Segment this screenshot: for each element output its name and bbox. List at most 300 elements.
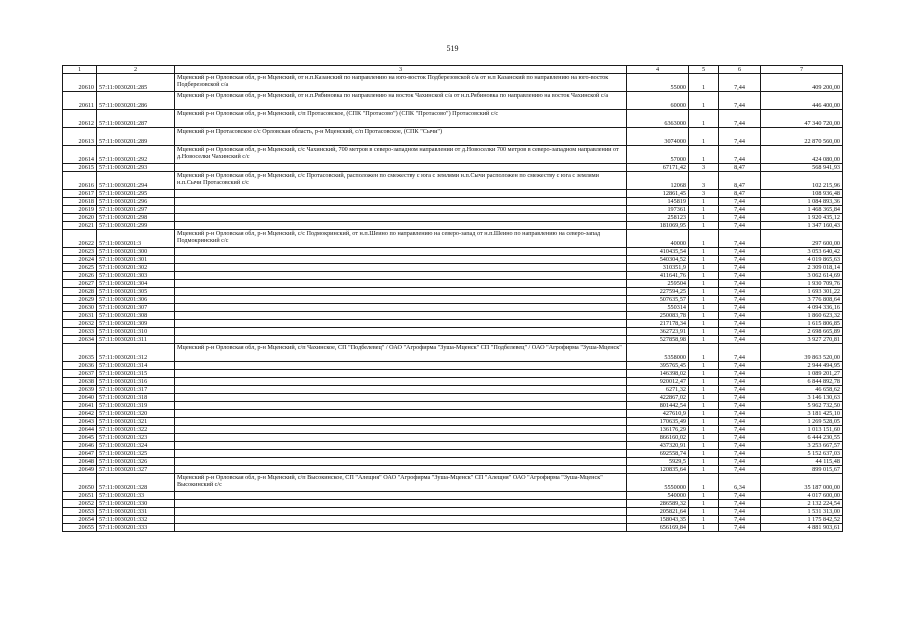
description-cell [175,394,627,402]
row-id-cell: 20652 [63,500,97,508]
row-id-cell: 20639 [63,386,97,394]
description-cell [175,190,627,198]
row-id-cell: 20610 [63,74,97,92]
table-row [63,190,843,198]
area-cell: 310351,9 [627,264,689,272]
count-cell: 1 [689,370,719,378]
row-id-cell: 20616 [63,172,97,190]
value-cell: 1 269 528,05 [761,418,843,426]
count-cell: 1 [689,458,719,466]
count-cell: 1 [689,402,719,410]
rate-cell: 7,44 [719,206,761,214]
description-cell: Мценский р-н Орловская обл, р-н Мценский, от н.п.Рябиновка по направлению на восток Чахинской с/а от н.п.Рябиновка по направлению на восток Чахинской с/а [175,92,627,110]
count-cell: 1 [689,492,719,500]
description-cell [175,256,627,264]
rate-cell: 7,44 [719,442,761,450]
count-cell: 1 [689,92,719,110]
count-cell: 1 [689,256,719,264]
value-cell: 297 600,00 [761,230,843,248]
count-cell: 1 [689,362,719,370]
table-row [63,516,843,524]
cadastral-number-cell: 57:11:0030201:332 [97,516,175,524]
table-body [63,74,843,532]
area-cell: 227594,25 [627,288,689,296]
row-id-cell: 20638 [63,378,97,386]
area-cell: 507635,57 [627,296,689,304]
count-cell: 1 [689,206,719,214]
rate-cell: 7,44 [719,296,761,304]
description-cell [175,466,627,474]
rate-cell: 7,44 [719,320,761,328]
count-cell: 1 [689,110,719,128]
rate-cell: 7,44 [719,280,761,288]
column-header-4: 4 [627,66,689,74]
value-cell: 1 693 301,22 [761,288,843,296]
description-cell: Мценский р-н Орловская обл, р-н Мценский, с/с Подмокринский, от н.п.Шеино по направлению на северо-запад от н.п.Шеино по направлению на северо-запад Подмокринский с/с [175,230,627,248]
row-id-cell: 20612 [63,110,97,128]
table-row [63,402,843,410]
rate-cell: 7,44 [719,466,761,474]
table-row [63,434,843,442]
row-id-cell: 20626 [63,272,97,280]
cadastral-number-cell: 57:11:0030201:319 [97,402,175,410]
value-cell: 4 019 865,63 [761,256,843,264]
cadastral-number-cell: 57:11:0030201:326 [97,458,175,466]
area-cell: 362723,91 [627,328,689,336]
description-cell [175,370,627,378]
value-cell: 2 698 665,89 [761,328,843,336]
rate-cell: 8,47 [719,164,761,172]
description-cell [175,272,627,280]
rate-cell: 7,44 [719,402,761,410]
cadastral-number-cell: 57:11:0030201:289 [97,128,175,146]
table-row [63,320,843,328]
description-cell [175,264,627,272]
area-cell: 146398,02 [627,370,689,378]
description-cell [175,524,627,532]
row-id-cell: 20650 [63,474,97,492]
cadastral-register-table [62,65,843,532]
table-row [63,280,843,288]
description-cell [175,434,627,442]
table-row [63,256,843,264]
value-cell: 1 615 806,85 [761,320,843,328]
area-cell: 136176,29 [627,426,689,434]
rate-cell: 8,47 [719,190,761,198]
table-row [63,362,843,370]
table-row [63,386,843,394]
count-cell: 1 [689,418,719,426]
count-cell: 1 [689,312,719,320]
description-cell: Мценский р-н Протасовское с/с Орловская область, р-н Мценский, с/п Протасовское, (СПК "Сычи") [175,128,627,146]
cadastral-number-cell: 57:11:0030201:303 [97,272,175,280]
table-row [63,222,843,230]
cadastral-number-cell: 57:11:0030201:320 [97,410,175,418]
row-id-cell: 20645 [63,434,97,442]
rate-cell: 7,44 [719,264,761,272]
cadastral-number-cell: 57:11:0030201:306 [97,296,175,304]
count-cell: 3 [689,190,719,198]
area-cell: 410435,54 [627,248,689,256]
description-cell [175,164,627,172]
cadastral-number-cell: 57:11:0030201:292 [97,146,175,164]
description-cell: Мценский р-н Орловская обл, р-н Мценский, с/с Протасовский, расположен по смежеству с юга с землями н.п.Сычи расположен по смежеству с юга с землями н.п.Сычи Протасовский с/с [175,172,627,190]
column-header-5: 5 [689,66,719,74]
rate-cell: 7,44 [719,378,761,386]
cadastral-number-cell: 57:11:0030201:297 [97,206,175,214]
area-cell: 427610,9 [627,410,689,418]
row-id-cell: 20622 [63,230,97,248]
area-cell: 527858,98 [627,336,689,344]
value-cell: 2 132 224,54 [761,500,843,508]
area-cell: 540000 [627,492,689,500]
rate-cell: 7,44 [719,146,761,164]
count-cell: 1 [689,442,719,450]
column-header-3: 3 [175,66,627,74]
count-cell: 1 [689,336,719,344]
area-cell: 259504 [627,280,689,288]
value-cell: 108 936,48 [761,190,843,198]
row-id-cell: 20619 [63,206,97,214]
table-row [63,248,843,256]
count-cell: 1 [689,214,719,222]
area-cell: 67171,42 [627,164,689,172]
row-id-cell: 20618 [63,198,97,206]
value-cell: 446 400,00 [761,92,843,110]
area-cell: 286589,32 [627,500,689,508]
value-cell: 46 658,62 [761,386,843,394]
description-cell: Мценский р-н Орловская обл, р-н Мценский, с/п Высокинское, СП "Алещня" ОАО "Агрофирма "Зуша-Мценск" СП "Алещня" ОАО "Агрофирма "Зуша-Мценск" Высокинский с/с [175,474,627,492]
cadastral-number-cell: 57:11:0030201:304 [97,280,175,288]
value-cell: 1 089 201,27 [761,370,843,378]
table-row [63,370,843,378]
value-cell: 3 253 667,57 [761,442,843,450]
description-cell [175,288,627,296]
value-cell: 102 215,96 [761,172,843,190]
rate-cell: 7,44 [719,434,761,442]
description-cell [175,442,627,450]
row-id-cell: 20620 [63,214,97,222]
value-cell: 3 062 614,69 [761,272,843,280]
table-row [63,500,843,508]
rate-cell: 7,44 [719,516,761,524]
cadastral-number-cell: 57:11:0030201:325 [97,450,175,458]
row-id-cell: 20648 [63,458,97,466]
row-id-cell: 20634 [63,336,97,344]
cadastral-number-cell: 57:11:0030201:312 [97,344,175,362]
row-id-cell: 20654 [63,516,97,524]
value-cell: 6 444 230,55 [761,434,843,442]
count-cell: 1 [689,320,719,328]
value-cell: 44 115,48 [761,458,843,466]
count-cell: 1 [689,128,719,146]
cadastral-number-cell: 57:11:0030201:302 [97,264,175,272]
count-cell: 1 [689,74,719,92]
rate-cell: 7,44 [719,74,761,92]
rate-cell: 7,44 [719,344,761,362]
area-cell: 920012,47 [627,378,689,386]
count-cell: 1 [689,222,719,230]
row-id-cell: 20637 [63,370,97,378]
value-cell: 4 881 903,61 [761,524,843,532]
rate-cell: 7,44 [719,248,761,256]
count-cell: 1 [689,394,719,402]
cadastral-number-cell: 57:11:0030201:33 [97,492,175,500]
table-row [63,394,843,402]
row-id-cell: 20621 [63,222,97,230]
table-row [63,206,843,214]
area-cell: 3074000 [627,128,689,146]
count-cell: 1 [689,272,719,280]
description-cell [175,500,627,508]
rate-cell: 7,44 [719,524,761,532]
value-cell: 1 860 623,32 [761,312,843,320]
description-cell [175,336,627,344]
table-row [63,508,843,516]
count-cell: 3 [689,172,719,190]
row-id-cell: 20625 [63,264,97,272]
cadastral-number-cell: 57:11:0030201:293 [97,164,175,172]
row-id-cell: 20642 [63,410,97,418]
cadastral-number-cell: 57:11:0030201:324 [97,442,175,450]
row-id-cell: 20614 [63,146,97,164]
area-cell: 250083,78 [627,312,689,320]
cadastral-number-cell: 57:11:0030201:331 [97,508,175,516]
description-cell [175,516,627,524]
header-row [63,66,843,74]
value-cell: 1 347 160,43 [761,222,843,230]
rate-cell: 7,44 [719,288,761,296]
value-cell: 6 844 892,78 [761,378,843,386]
area-cell: 217178,34 [627,320,689,328]
value-cell: 35 187 000,00 [761,474,843,492]
description-cell: Мценский р-н Орловская обл, р-н Мценский, от н.п.Казанский по направлению на юго-восток Подберезовской с/а от н.п Казанский по направлению на юго-восток Подберезовской с/а [175,74,627,92]
count-cell: 1 [689,304,719,312]
cadastral-number-cell: 57:11:0030201:299 [97,222,175,230]
rate-cell: 7,44 [719,198,761,206]
count-cell: 1 [689,434,719,442]
value-cell: 409 200,00 [761,74,843,92]
description-cell: Мценский р-н Орловская обл, р-н Мценский, с/п Чахинское, СП "Подбелевец" / ОАО "Агрофирма "Зуша-Мценск" СП "Подбелевец" / ОАО "Агрофирма "Зуша-Мценск" [175,344,627,362]
row-id-cell: 20644 [63,426,97,434]
cadastral-number-cell: 57:11:0030201:307 [97,304,175,312]
description-cell [175,222,627,230]
row-id-cell: 20649 [63,466,97,474]
cadastral-number-cell: 57:11:0030201:310 [97,328,175,336]
column-header-7: 7 [761,66,843,74]
table-row [63,474,843,492]
cadastral-number-cell: 57:11:0030201:301 [97,256,175,264]
description-cell [175,458,627,466]
rate-cell: 7,44 [719,508,761,516]
row-id-cell: 20633 [63,328,97,336]
value-cell: 1 468 365,84 [761,206,843,214]
description-cell [175,418,627,426]
cadastral-number-cell: 57:11:0030201:317 [97,386,175,394]
rate-cell: 6,34 [719,474,761,492]
row-id-cell: 20653 [63,508,97,516]
description-cell [175,312,627,320]
count-cell: 1 [689,296,719,304]
table-row [63,110,843,128]
table-row [63,442,843,450]
rate-cell: 7,44 [719,304,761,312]
table-row [63,524,843,532]
description-cell [175,296,627,304]
count-cell: 1 [689,426,719,434]
description-cell [175,280,627,288]
area-cell: 801442,54 [627,402,689,410]
area-cell: 411641,76 [627,272,689,280]
value-cell: 3 776 808,64 [761,296,843,304]
row-id-cell: 20643 [63,418,97,426]
table-row [63,328,843,336]
table-row [63,458,843,466]
rate-cell: 7,44 [719,492,761,500]
table-row [63,344,843,362]
description-cell [175,492,627,500]
cadastral-number-cell: 57:11:0030201:296 [97,198,175,206]
table-row [63,74,843,92]
count-cell: 1 [689,328,719,336]
area-cell: 12068 [627,172,689,190]
value-cell: 3 053 640,42 [761,248,843,256]
row-id-cell: 20640 [63,394,97,402]
area-cell: 5550000 [627,474,689,492]
rate-cell: 7,44 [719,328,761,336]
description-cell [175,320,627,328]
area-cell: 197361 [627,206,689,214]
count-cell: 1 [689,280,719,288]
count-cell: 1 [689,378,719,386]
rate-cell: 7,44 [719,370,761,378]
cadastral-number-cell: 57:11:0030201:323 [97,434,175,442]
row-id-cell: 20635 [63,344,97,362]
table-row [63,492,843,500]
cadastral-number-cell: 57:11:0030201:300 [97,248,175,256]
row-id-cell: 20627 [63,280,97,288]
count-cell: 1 [689,146,719,164]
row-id-cell: 20615 [63,164,97,172]
table-row [63,336,843,344]
description-cell [175,410,627,418]
cadastral-number-cell: 57:11:0030201:315 [97,370,175,378]
cadastral-number-cell: 57:11:0030201:298 [97,214,175,222]
area-cell: 550314 [627,304,689,312]
value-cell: 4 094 336,16 [761,304,843,312]
area-cell: 12861,45 [627,190,689,198]
row-id-cell: 20628 [63,288,97,296]
table-row [63,304,843,312]
rate-cell: 7,44 [719,92,761,110]
count-cell: 1 [689,386,719,394]
count-cell: 1 [689,344,719,362]
area-cell: 40000 [627,230,689,248]
rate-cell: 7,44 [719,362,761,370]
table-row [63,172,843,190]
rate-cell: 7,44 [719,256,761,264]
table-row [63,288,843,296]
table-row [63,164,843,172]
area-cell: 437320,91 [627,442,689,450]
description-cell: Мценский р-н Орловская обл, р-н Мценский, с/п Протасовское, (СПК "Протасово") (СПК "Протасово") Протасовский с/с [175,110,627,128]
row-id-cell: 20617 [63,190,97,198]
count-cell: 1 [689,500,719,508]
cadastral-number-cell: 57:11:0030201:311 [97,336,175,344]
table-row [63,198,843,206]
count-cell: 1 [689,410,719,418]
value-cell: 3 181 425,10 [761,410,843,418]
table-row [63,214,843,222]
table-row [63,92,843,110]
row-id-cell: 20629 [63,296,97,304]
rate-cell: 7,44 [719,312,761,320]
cadastral-number-cell: 57:11:0030201:295 [97,190,175,198]
value-cell: 5 962 732,50 [761,402,843,410]
row-id-cell: 20647 [63,450,97,458]
row-id-cell: 20632 [63,320,97,328]
table-row [63,466,843,474]
cadastral-number-cell: 57:11:0030201:333 [97,524,175,532]
rate-cell: 7,44 [719,410,761,418]
value-cell: 5 152 637,03 [761,450,843,458]
row-id-cell: 20611 [63,92,97,110]
cadastral-number-cell: 57:11:0030201:314 [97,362,175,370]
description-cell [175,198,627,206]
table-row [63,272,843,280]
table-row [63,378,843,386]
area-cell: 656169,84 [627,524,689,532]
rate-cell: 7,44 [719,110,761,128]
value-cell: 22 870 560,00 [761,128,843,146]
cadastral-number-cell: 57:11:0030201:305 [97,288,175,296]
cadastral-number-cell: 57:11:0030201:316 [97,378,175,386]
cadastral-number-cell: 57:11:0030201:287 [97,110,175,128]
area-cell: 6363000 [627,110,689,128]
rate-cell: 7,44 [719,500,761,508]
description-cell [175,304,627,312]
table-row [63,230,843,248]
area-cell: 57000 [627,146,689,164]
description-cell [175,386,627,394]
value-cell: 3 146 130,63 [761,394,843,402]
area-cell: 5929,5 [627,458,689,466]
table-row [63,410,843,418]
area-cell: 181069,95 [627,222,689,230]
column-header-2: 2 [97,66,175,74]
cadastral-number-cell: 57:11:0030201:3 [97,230,175,248]
count-cell: 1 [689,230,719,248]
area-cell: 6271,32 [627,386,689,394]
count-cell: 1 [689,248,719,256]
count-cell: 1 [689,264,719,272]
description-cell [175,328,627,336]
value-cell: 3 927 270,81 [761,336,843,344]
area-cell: 145819 [627,198,689,206]
cadastral-number-cell: 57:11:0030201:309 [97,320,175,328]
value-cell: 39 863 520,00 [761,344,843,362]
row-id-cell: 20630 [63,304,97,312]
column-header-1: 1 [63,66,97,74]
column-header-6: 6 [719,66,761,74]
table-row [63,128,843,146]
rate-cell: 7,44 [719,450,761,458]
cadastral-number-cell: 57:11:0030201:321 [97,418,175,426]
area-cell: 120835,64 [627,466,689,474]
count-cell: 1 [689,508,719,516]
cadastral-number-cell: 57:11:0030201:286 [97,92,175,110]
description-cell: Мценский р-н Орловская обл, р-н Мценский, с/с Чахинский, 700 метров в северо-западном направлении от д.Новоселки 700 метров в северо-западном направлении от д.Новоселки Чахинский с/с [175,146,627,164]
